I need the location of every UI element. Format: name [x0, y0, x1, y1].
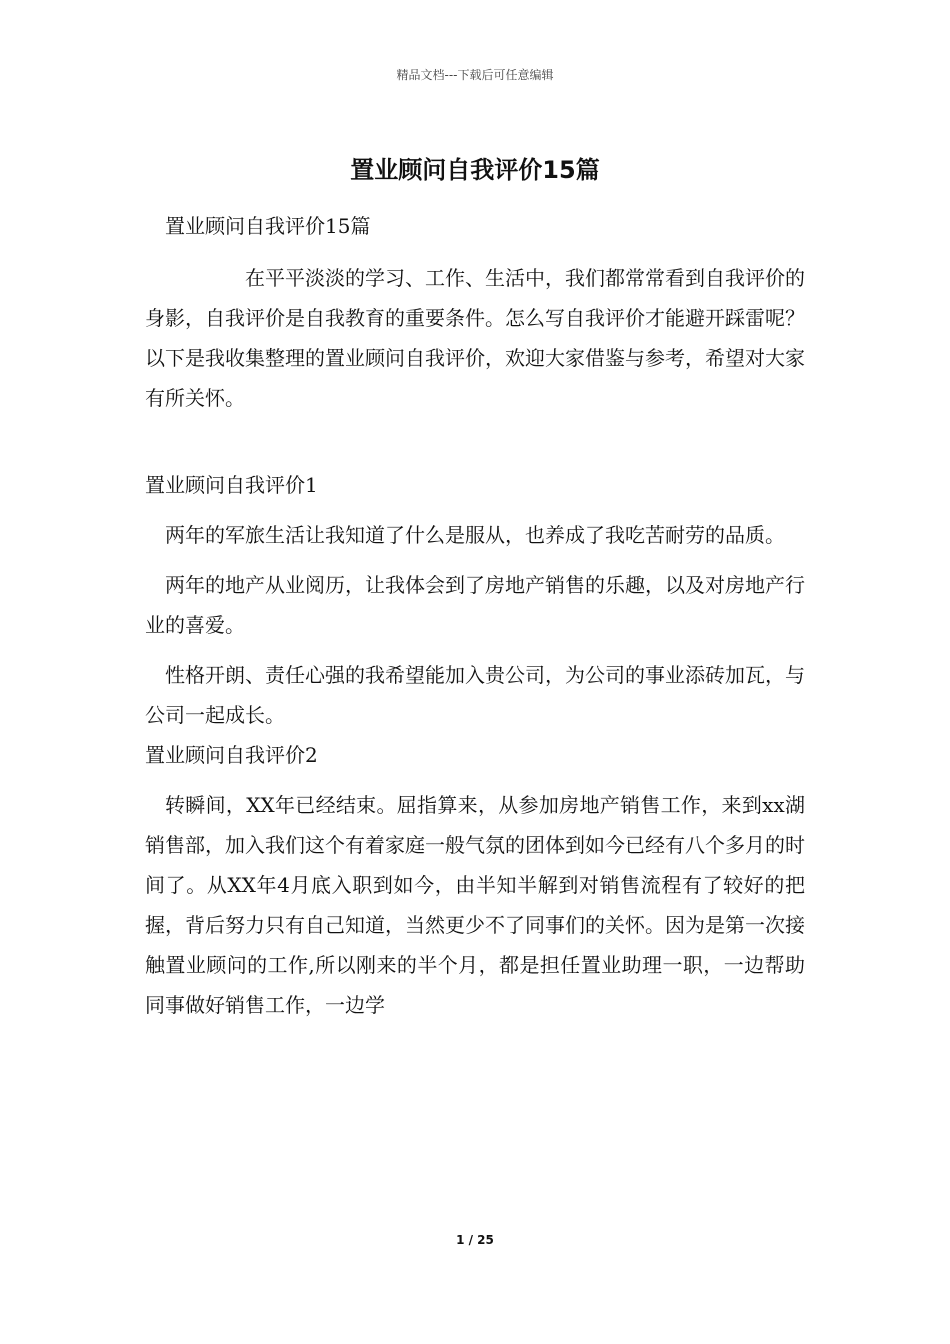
header-note: 精品文档---下载后可任意编辑	[396, 68, 554, 82]
document-title: 置业顾问自我评价15篇	[350, 156, 600, 184]
page-number: 1 / 25	[456, 1233, 494, 1247]
section-paragraph: 性格开朗、责任心强的我希望能加入贵公司，为公司的事业添砖加瓦，与公司一起成长。	[145, 663, 805, 727]
spacer	[145, 418, 805, 465]
section-heading: 置业顾问自我评价2	[145, 743, 318, 767]
section-paragraph: 两年的地产从业阅历，让我体会到了房地产销售的乐趣，以及对房地产行业的喜爱。	[145, 573, 805, 637]
section-heading: 置业顾问自我评价1	[145, 473, 318, 497]
document-subtitle: 置业顾问自我评价15篇	[165, 214, 371, 238]
document-body	[145, 206, 805, 1025]
intro-paragraph: 在平平淡淡的学习、工作、生活中，我们都常常看到自我评价的身影，自我评价是自我教育的重要条件。怎么写自我评价才能避开踩雷呢？以下是我收集整理的置业顾问自我评价，欢迎大家借鉴与参考，希望对大家有所关怀。	[145, 266, 805, 410]
section-paragraph: 转瞬间，XX年已经结束。屈指算来，从参加房地产销售工作，来到xx湖销售部，加入我们这个有着家庭一般气氛的团体到如今已经有八个多月的时间了。从XX年4月底入职到如今，由半知半解到对销售流程有了较好的把握，背后努力只有自己知道，当然更少不了同事们的关怀。因为是第一次接触置业顾问的工作,所以刚来的半个月，都是担任置业助理一职，一边帮助同事做好销售工作，一边学	[145, 793, 805, 1017]
section-1	[145, 465, 805, 735]
section-paragraph: 两年的军旅生活让我知道了什么是服从，也养成了我吃苦耐劳的品质。	[165, 523, 785, 547]
section-2	[145, 735, 805, 1025]
